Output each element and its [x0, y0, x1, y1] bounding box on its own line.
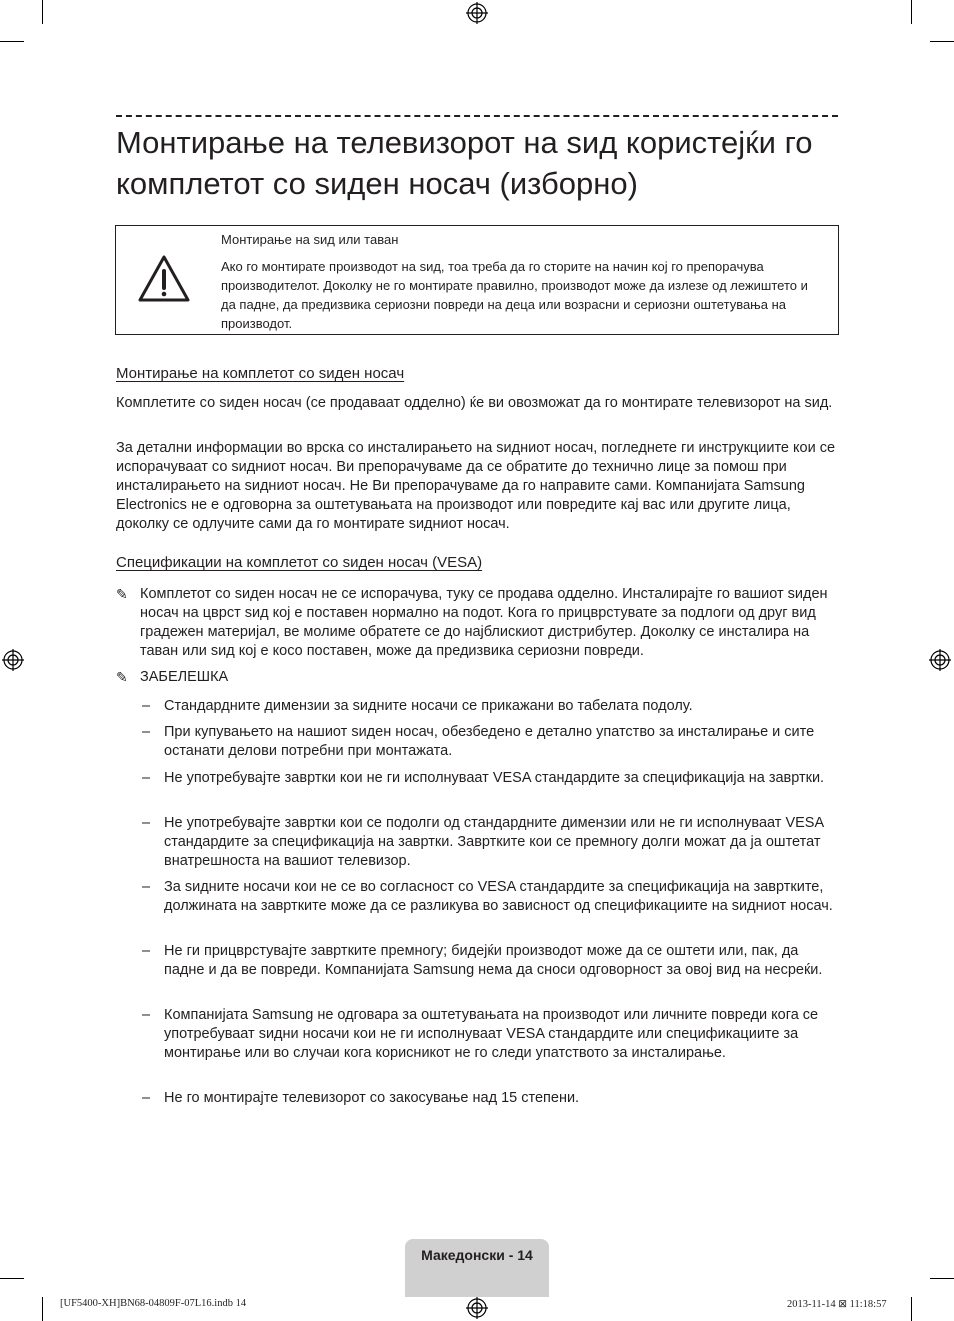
paragraph: За детални информации во врска со инсталирањето на ѕидниот носач, погледнете ги инструкциите кои се испорачуваат со ѕидниот носач. Ви препорачуваме да се обратите до технично лице за помош при инсталирањето на ѕидниот носач. Не Ви препорачуваме да го направите сами. Компанијата Samsung Electronics не е одговорна за оштетувањата на производот или повредите кај вас или другите лица, доколку се одлучите сами да го монтирате ѕидниот носач.: [116, 440, 836, 532]
list-item-text: Стандардните димензии за ѕидните носачи се прикажани во табелата подолу.: [164, 698, 693, 714]
section-heading: Спецификации на комплетот со ѕиден носач (VESA): [116, 554, 483, 571]
note-label: ЗАБЕЛЕШКА: [140, 669, 229, 685]
registration-mark-icon: [2, 649, 24, 671]
dash-bullet: –: [142, 815, 151, 831]
dash-bullet: –: [142, 724, 151, 740]
dash-bullet: –: [142, 698, 151, 714]
crop-mark: [930, 41, 954, 42]
list-item-text: Не ги прицврстувајте завртките премногу; бидејќи производот може да се оштети или, пак, да падне и да ве повреди. Компанијата Samsung нема да сноси одговорност за овој вид на несреќи.: [164, 943, 823, 978]
pencil-note-icon: ✎: [116, 586, 128, 602]
warning-heading: Монтирање на ѕид или таван: [221, 232, 399, 247]
registration-mark-icon: [466, 1297, 488, 1319]
crop-mark: [930, 1278, 954, 1279]
list-item-text: Компанијата Samsung не одговара за оштетувањата на производот или личните повреди кога се употребуваат ѕидни носачи кои не ги исполнуваат VESA стандардите или спецификациите за монтирање или во случаи кога корисникот не го следи упатството за инсталирање.: [164, 1007, 819, 1061]
crop-mark: [42, 1297, 43, 1321]
crop-mark: [0, 41, 24, 42]
list-item-text: Не употребувајте завртки кои не ги исполнуваат VESA стандардите за спецификација на завртки.: [164, 770, 825, 786]
page-number-tab: [405, 1239, 549, 1297]
dash-bullet: –: [142, 879, 151, 895]
page-title: Монтирање на телевизорот на ѕид користејќи го комплетот со ѕиден носач (изборно): [116, 125, 813, 201]
section-heading: Монтирање на комплетот со ѕиден носач: [116, 365, 405, 382]
crop-mark: [911, 1297, 912, 1321]
registration-mark-icon: [929, 649, 951, 671]
crop-mark: [42, 0, 43, 24]
list-item-text: Не го монтирајте телевизорот со закосување над 15 степени.: [164, 1090, 580, 1106]
file-info: [UF5400-XH]BN68-04809F-07L16.indb 14: [60, 1298, 247, 1309]
dash-bullet: –: [142, 770, 151, 786]
list-item-text: Не употребувајте завртки кои се подолги од стандардните димензии или не ги исполнуваат VESA стандардите за спецификација на завртки. Завртките кои се премногу долги можат да ја оштетат внатрешноста на вашиот телевизор.: [164, 815, 824, 869]
registration-mark-icon: [466, 2, 488, 24]
crop-mark: [0, 1278, 24, 1279]
note-text: Комплетот со ѕиден носач не се испорачува, туку се продава одделно. Инсталирајте го вашиот ѕиден носач на цврст ѕид кој е поставен нормално на подот. Кога го прицврстувате за подлоги од друг вид градежен материјал, ве молиме обратете се до најблискиот дистрибутер. Доколку се инсталира на таван или ѕид кој е косо поставен, може да предизвика сериозни повреди.: [140, 586, 828, 659]
warning-box: [115, 225, 839, 335]
pencil-note-icon: ✎: [116, 669, 128, 685]
list-item-text: За ѕидните носачи кои не се во согласност со VESA стандардите за спецификација на завртките, должината на завртките може да се разликува во зависност од спецификациите на ѕидниот носач.: [164, 879, 833, 914]
dash-bullet: –: [142, 943, 151, 959]
dash-bullet: –: [142, 1007, 151, 1023]
warning-triangle-icon: [138, 254, 190, 304]
paragraph: Комплетите со ѕиден носач (се продаваат одделно) ќе ви овозможат да го монтирате телевизорот на ѕид.: [116, 395, 833, 411]
print-date: 2013-11-14 ⊠ 11:18:57: [787, 1299, 887, 1310]
warning-text: Ако го монтирате производот на ѕид, тоа треба да го сторите на начин кој го препорачува производителот. Доколку не го монтирате правилно, производот може да излезе од лежиштето и да падне, да предизвика сериозни повреди на деца или возрасни и сериозни оштетувања на производот.: [221, 259, 808, 331]
page-number-label: Македонски - 14: [421, 1247, 533, 1263]
title-divider: [116, 115, 838, 117]
crop-mark: [911, 0, 912, 24]
list-item-text: При купувањето на нашиот ѕиден носач, обезбедено е детално упатство за инсталирање и сите останати делови потребни при монтажата.: [164, 724, 815, 759]
dash-bullet: –: [142, 1090, 151, 1106]
